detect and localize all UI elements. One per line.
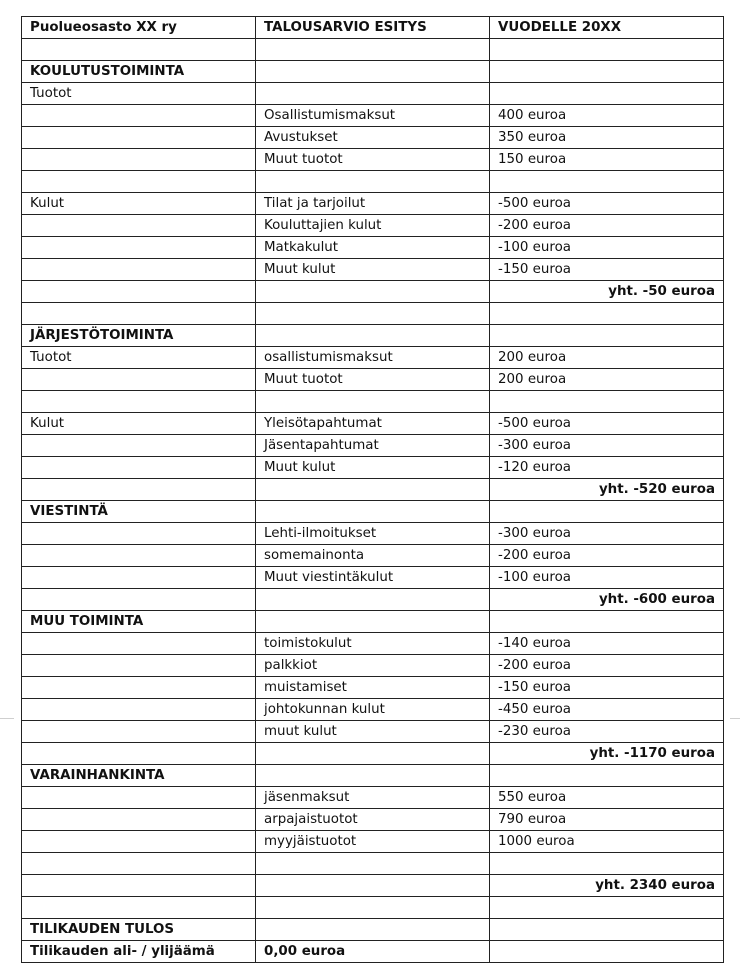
item-amount: 1000 euroa [490, 831, 724, 853]
item-label: Muut kulut [256, 259, 490, 281]
table-cell [256, 853, 490, 875]
table-row [22, 149, 724, 171]
table-row [22, 941, 724, 963]
table-row [22, 259, 724, 281]
table-row [22, 655, 724, 677]
table-cell [22, 633, 256, 655]
table-row [22, 721, 724, 743]
item-label: Muut viestintäkulut [256, 567, 490, 589]
table-row [22, 127, 724, 149]
table-row [22, 391, 724, 413]
item-label: johtokunnan kulut [256, 699, 490, 721]
item-label: arpajaistuotot [256, 809, 490, 831]
table-cell [256, 303, 490, 325]
table-row [22, 457, 724, 479]
section-heading: KOULUTUSTOIMINTA [22, 61, 256, 83]
table-row [22, 831, 724, 853]
item-amount: -100 euroa [490, 237, 724, 259]
item-amount: 200 euroa [490, 347, 724, 369]
table-row [22, 875, 724, 897]
table-cell [256, 743, 490, 765]
table-cell [22, 149, 256, 171]
table-cell [256, 39, 490, 61]
table-row [22, 215, 724, 237]
table-cell [22, 743, 256, 765]
subsection-label: Tuotot [22, 83, 256, 105]
section-total: yht. 2340 euroa [490, 875, 724, 897]
table-row [22, 809, 724, 831]
item-amount: -140 euroa [490, 633, 724, 655]
table-cell [256, 171, 490, 193]
table-cell [256, 479, 490, 501]
table-cell [22, 897, 256, 919]
table-row [22, 677, 724, 699]
table-cell [22, 853, 256, 875]
table-cell [490, 853, 724, 875]
header-year: VUODELLE 20XX [490, 17, 724, 39]
item-label: Yleisötapahtumat [256, 413, 490, 435]
section-total: yht. -520 euroa [490, 479, 724, 501]
budget-table [21, 16, 724, 963]
item-amount: -100 euroa [490, 567, 724, 589]
table-cell [22, 369, 256, 391]
item-amount: 400 euroa [490, 105, 724, 127]
table-row [22, 787, 724, 809]
item-label: palkkiot [256, 655, 490, 677]
table-cell [490, 611, 724, 633]
table-cell [22, 105, 256, 127]
table-row [22, 413, 724, 435]
table-row [22, 479, 724, 501]
item-amount: -300 euroa [490, 435, 724, 457]
item-amount: -230 euroa [490, 721, 724, 743]
table-cell [256, 589, 490, 611]
table-cell [490, 391, 724, 413]
table-cell [22, 699, 256, 721]
table-row [22, 237, 724, 259]
table-cell [22, 281, 256, 303]
page-edge-line-left [0, 718, 14, 719]
table-row [22, 435, 724, 457]
subsection-label: Tuotot [22, 347, 256, 369]
table-cell [22, 677, 256, 699]
item-amount: -150 euroa [490, 677, 724, 699]
table-row [22, 589, 724, 611]
table-cell [22, 303, 256, 325]
table-cell [22, 391, 256, 413]
table-row [22, 699, 724, 721]
table-cell [22, 479, 256, 501]
header-organization: Puolueosasto XX ry [22, 17, 256, 39]
section-total: yht. -1170 euroa [490, 743, 724, 765]
item-label: muistamiset [256, 677, 490, 699]
table-row [22, 567, 724, 589]
table-row [22, 303, 724, 325]
table-cell [256, 281, 490, 303]
table-row [22, 765, 724, 787]
item-amount: -500 euroa [490, 193, 724, 215]
table-cell [490, 941, 724, 963]
subsection-label: Kulut [22, 413, 256, 435]
section-total: yht. -50 euroa [490, 281, 724, 303]
item-amount: 350 euroa [490, 127, 724, 149]
item-label: toimistokulut [256, 633, 490, 655]
item-amount: -200 euroa [490, 545, 724, 567]
table-cell [22, 171, 256, 193]
table-cell [490, 303, 724, 325]
table-row [22, 545, 724, 567]
table-cell [22, 721, 256, 743]
table-cell [256, 765, 490, 787]
table-cell [22, 259, 256, 281]
table-cell [22, 39, 256, 61]
table-row [22, 501, 724, 523]
item-label: jäsenmaksut [256, 787, 490, 809]
table-row [22, 281, 724, 303]
table-row [22, 39, 724, 61]
table-cell [490, 61, 724, 83]
table-cell [256, 61, 490, 83]
table-cell [22, 545, 256, 567]
table-row [22, 897, 724, 919]
item-amount: 790 euroa [490, 809, 724, 831]
item-amount: -200 euroa [490, 655, 724, 677]
table-cell [22, 523, 256, 545]
table-cell [256, 501, 490, 523]
item-amount: -450 euroa [490, 699, 724, 721]
table-cell [22, 567, 256, 589]
page-edge-line-right [730, 718, 740, 719]
item-label: osallistumismaksut [256, 347, 490, 369]
item-label: Avustukset [256, 127, 490, 149]
table-cell [490, 765, 724, 787]
table-cell [490, 897, 724, 919]
table-cell [22, 589, 256, 611]
table-cell [490, 171, 724, 193]
section-heading: JÄRJESTÖTOIMINTA [22, 325, 256, 347]
table-cell [256, 919, 490, 941]
table-cell [256, 875, 490, 897]
table-cell [22, 127, 256, 149]
item-amount: -500 euroa [490, 413, 724, 435]
item-amount: -300 euroa [490, 523, 724, 545]
table-row [22, 633, 724, 655]
item-amount: 550 euroa [490, 787, 724, 809]
item-label: Matkakulut [256, 237, 490, 259]
table-row [22, 743, 724, 765]
table-cell [22, 237, 256, 259]
item-amount: -200 euroa [490, 215, 724, 237]
item-label: myyjäistuotot [256, 831, 490, 853]
section-heading: VIESTINTÄ [22, 501, 256, 523]
item-amount: -120 euroa [490, 457, 724, 479]
table-cell [22, 435, 256, 457]
table-row [22, 83, 724, 105]
table-cell [22, 809, 256, 831]
item-label: somemainonta [256, 545, 490, 567]
item-amount: 150 euroa [490, 149, 724, 171]
item-label: Muut kulut [256, 457, 490, 479]
table-row [22, 369, 724, 391]
table-cell [490, 39, 724, 61]
item-label: muut kulut [256, 721, 490, 743]
section-heading: VARAINHANKINTA [22, 765, 256, 787]
item-label: Muut tuotot [256, 149, 490, 171]
table-row [22, 193, 724, 215]
section-heading: TILIKAUDEN TULOS [22, 919, 256, 941]
table-row [22, 611, 724, 633]
item-label: Tilat ja tarjoilut [256, 193, 490, 215]
item-label: Muut tuotot [256, 369, 490, 391]
table-cell [256, 391, 490, 413]
section-heading: MUU TOIMINTA [22, 611, 256, 633]
table-cell [256, 83, 490, 105]
table-row [22, 325, 724, 347]
table-cell [22, 655, 256, 677]
table-cell [22, 831, 256, 853]
table-cell [22, 215, 256, 237]
header-budget-proposal: TALOUSARVIO ESITYS [256, 17, 490, 39]
table-cell [490, 83, 724, 105]
item-label: Jäsentapahtumat [256, 435, 490, 457]
table-cell [256, 897, 490, 919]
table-row [22, 523, 724, 545]
table-row [22, 61, 724, 83]
item-label: Osallistumismaksut [256, 105, 490, 127]
subsection-label: Kulut [22, 193, 256, 215]
item-label: Kouluttajien kulut [256, 215, 490, 237]
table-cell [490, 501, 724, 523]
table-cell [490, 325, 724, 347]
table-row [22, 853, 724, 875]
table-row [22, 919, 724, 941]
table-cell [22, 875, 256, 897]
result-label: Tilikauden ali- / ylijäämä [22, 941, 256, 963]
table-cell [256, 325, 490, 347]
table-row [22, 171, 724, 193]
table-row [22, 17, 724, 39]
item-amount: 200 euroa [490, 369, 724, 391]
result-amount: 0,00 euroa [256, 941, 490, 963]
table-cell [490, 919, 724, 941]
table-row [22, 105, 724, 127]
table-cell [256, 611, 490, 633]
table-row [22, 347, 724, 369]
item-label: Lehti-ilmoitukset [256, 523, 490, 545]
section-total: yht. -600 euroa [490, 589, 724, 611]
table-cell [22, 787, 256, 809]
item-amount: -150 euroa [490, 259, 724, 281]
table-cell [22, 457, 256, 479]
